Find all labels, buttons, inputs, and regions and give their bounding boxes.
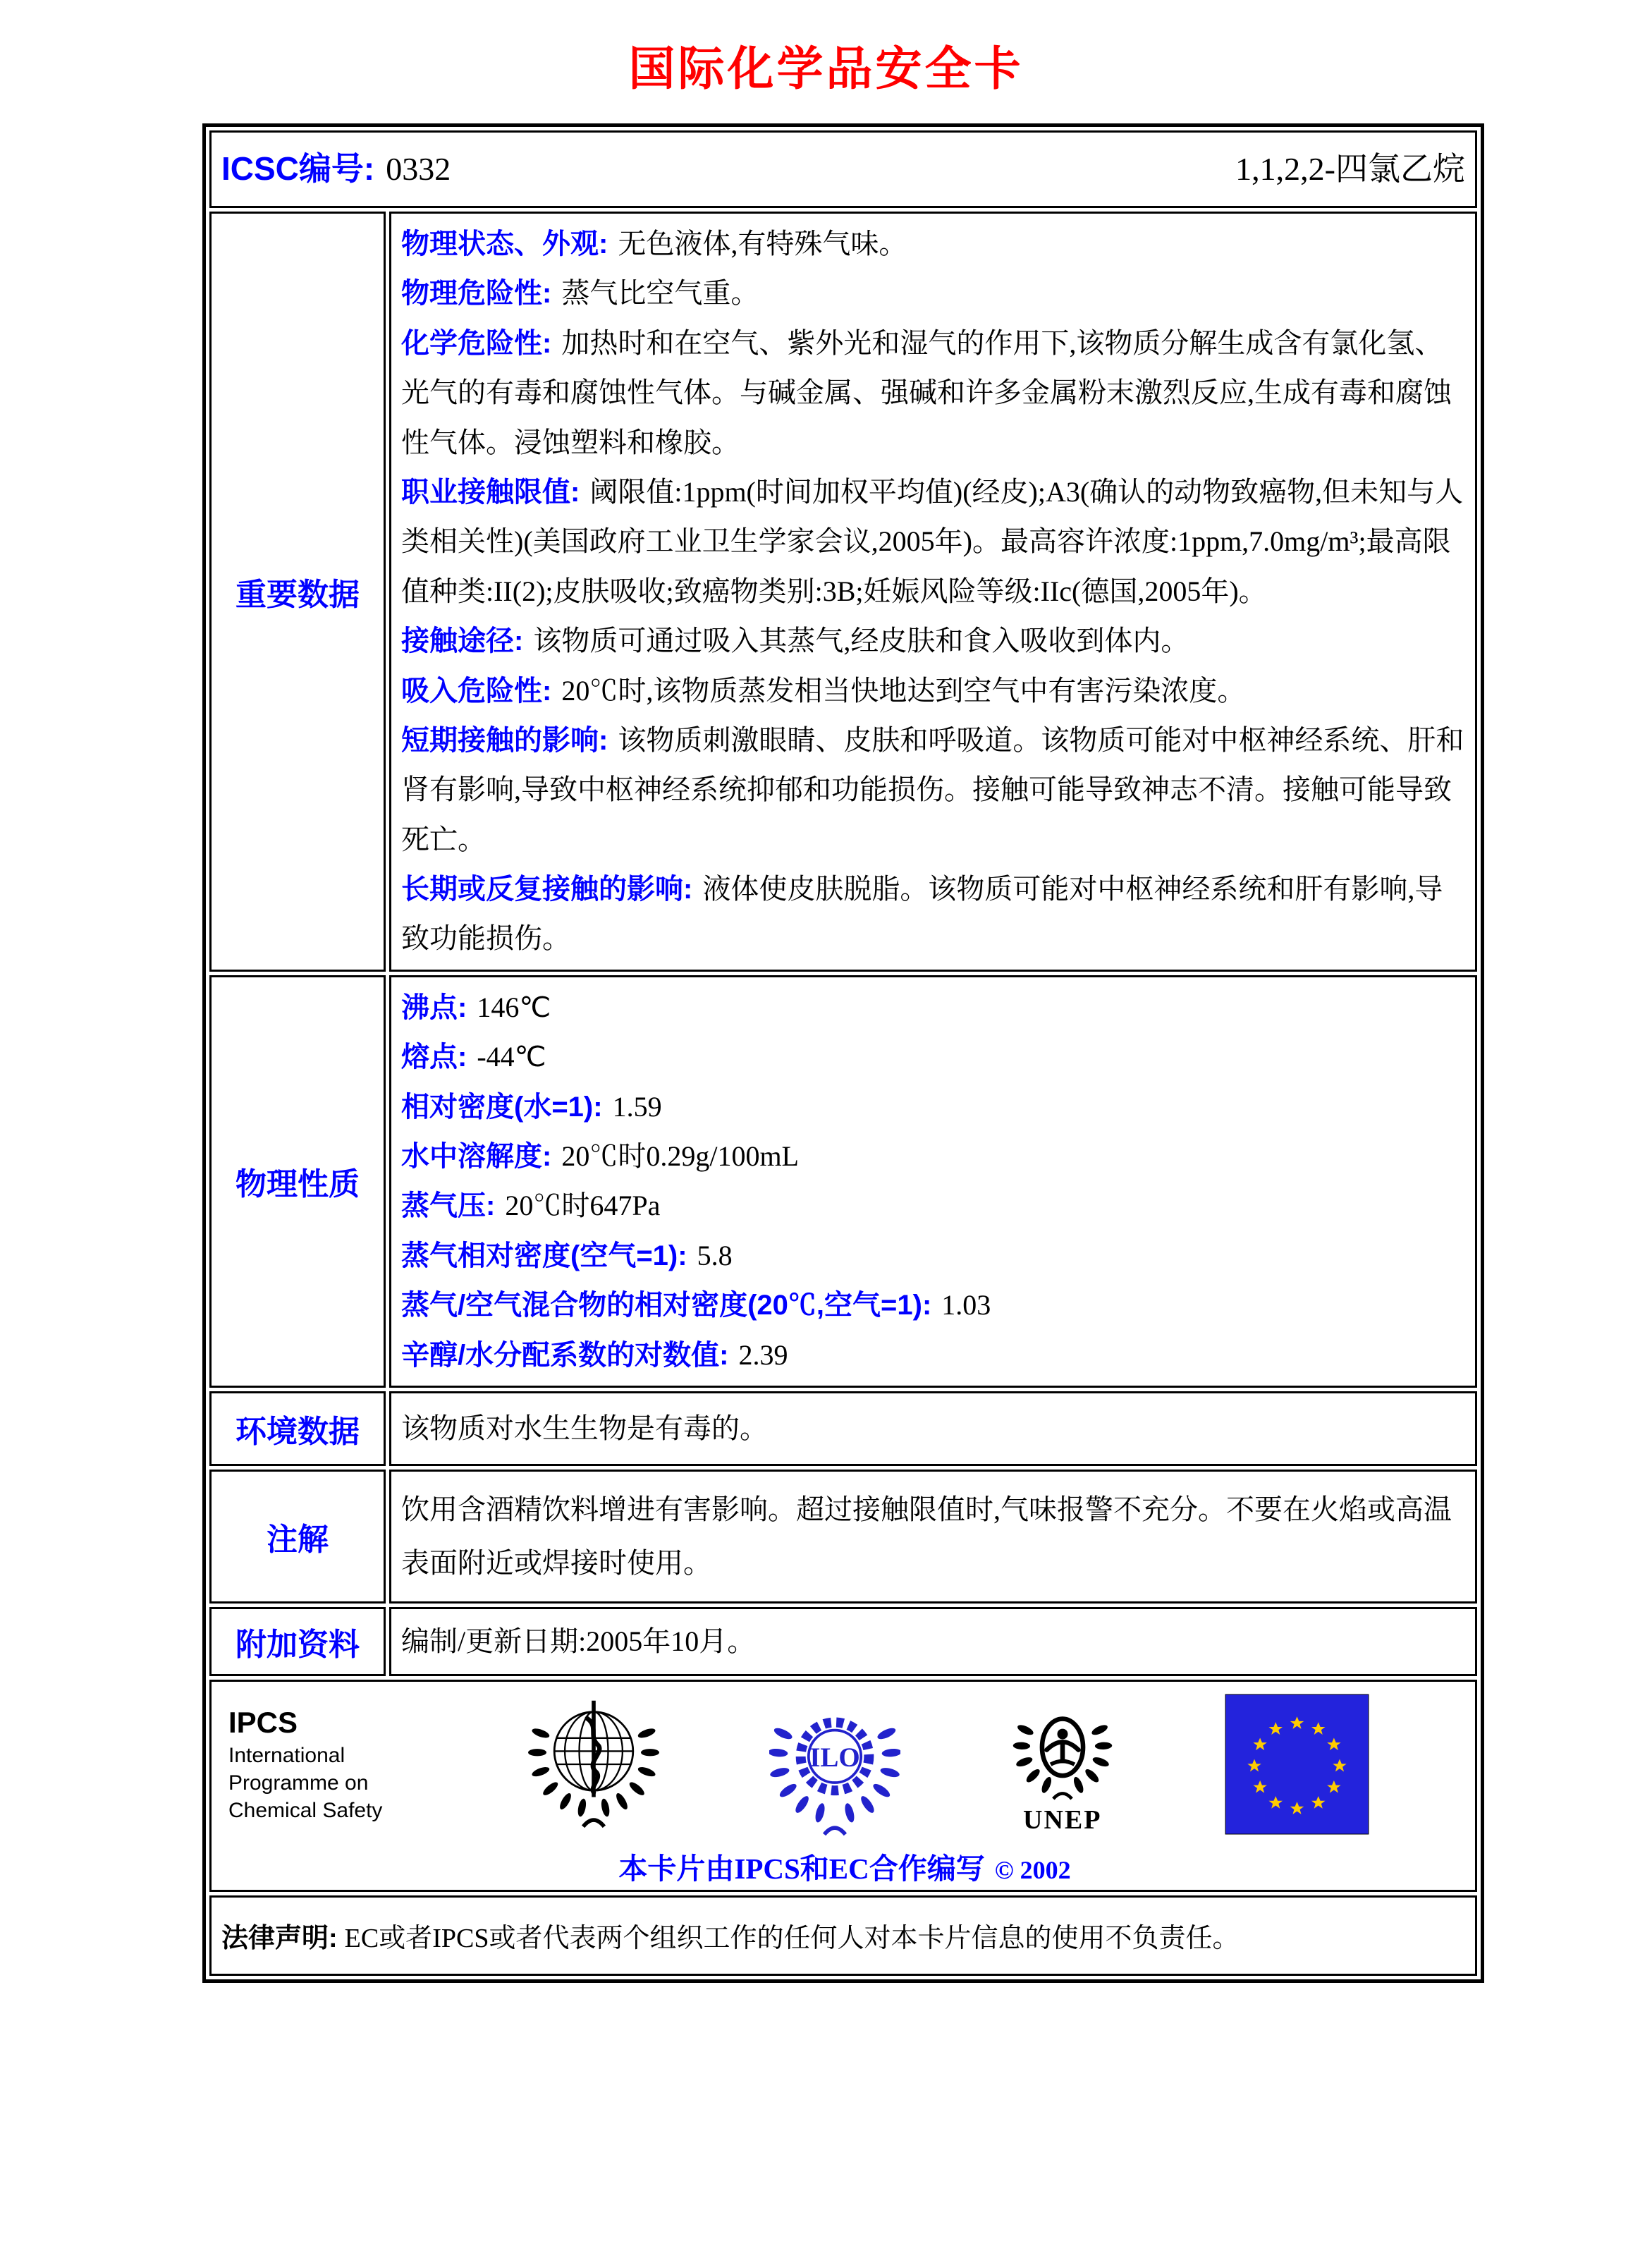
field-text: 20℃时,该物质蒸发相当快地达到空气中有害污染浓度。 bbox=[561, 674, 1246, 707]
field-label: 蒸气压: bbox=[401, 1190, 496, 1222]
environmental-data-row bbox=[209, 1391, 1477, 1466]
physical-properties-row bbox=[209, 975, 1477, 1388]
ipcs-name: IPCS bbox=[228, 1706, 298, 1740]
physical-item bbox=[401, 1231, 1465, 1281]
eu-flag-icon bbox=[1225, 1694, 1369, 1835]
legal-cell bbox=[209, 1895, 1477, 1976]
header-cell bbox=[209, 130, 1477, 208]
important-item bbox=[401, 219, 1465, 269]
field-text: 加热时和在空气、紫外光和湿气的作用下,该物质分解生成含有氯化氢、光气的有毒和腐蚀性气体。与碱金属、强碱和许多金属粉末激烈反应,生成有毒和腐蚀性气体。浸蚀塑料和橡胶。 bbox=[401, 326, 1452, 458]
important-item bbox=[401, 865, 1465, 964]
field-label: 吸入危险性: bbox=[401, 675, 552, 707]
field-label: 辛醇/水分配系数的对数值: bbox=[401, 1339, 729, 1371]
field-text: 该物质可通过吸入其蒸气,经皮肤和食入吸收到体内。 bbox=[533, 625, 1189, 657]
field-label: 物理危险性: bbox=[401, 278, 552, 310]
field-label: 熔点: bbox=[401, 1042, 467, 1073]
field-text: 该物质刺激眼睛、皮肤和呼吸道。该物质可能对中枢神经系统、肝和肾有影响,导致中枢神经系统抑郁和功能损伤。接触可能导致神志不清。接触可能导致死亡。 bbox=[401, 723, 1464, 855]
ipcs-text-block bbox=[228, 1704, 419, 1824]
chemical-name: 1,1,2,2-四氯乙烷 bbox=[1235, 151, 1465, 188]
ipcs-line: Chemical Safety bbox=[228, 1798, 383, 1822]
row-label-important-data: 重要数据 bbox=[209, 212, 386, 972]
field-label: 接触途径: bbox=[401, 625, 524, 657]
unep-logo-icon bbox=[1010, 1693, 1115, 1836]
icsc-number-value: 0332 bbox=[386, 151, 451, 188]
additional-info-row bbox=[209, 1607, 1477, 1676]
row-label-additional-info: 附加资料 bbox=[209, 1607, 386, 1676]
environmental-data-content: 该物质对水生生物是有毒的。 bbox=[389, 1391, 1477, 1466]
icsc-number-label: ICSC编号: bbox=[221, 150, 375, 188]
important-data-content bbox=[389, 212, 1477, 972]
cooperation-caption bbox=[228, 1845, 1461, 1887]
field-label: 长期或反复接触的影响: bbox=[401, 874, 693, 905]
field-text: 2.39 bbox=[738, 1338, 788, 1371]
ipcs-line: International bbox=[228, 1743, 345, 1767]
row-label-environmental-data: 环境数据 bbox=[209, 1391, 386, 1466]
field-label: 沸点: bbox=[401, 991, 467, 1023]
physical-item bbox=[401, 1181, 1465, 1230]
notes-content: 饮用含酒精饮料增进有害影响。超过接触限值时,气味报警不充分。不要在火焰或高温表面附近或焊接时使用。 bbox=[389, 1470, 1477, 1604]
additional-info-content: 编制/更新日期:2005年10月。 bbox=[389, 1607, 1477, 1676]
physical-item bbox=[401, 983, 1465, 1032]
field-text: 1.59 bbox=[612, 1090, 662, 1123]
row-label-physical-properties: 物理性质 bbox=[209, 975, 386, 1388]
physical-item bbox=[401, 1132, 1465, 1181]
physical-item bbox=[401, 1331, 1465, 1380]
icsc-number-group bbox=[221, 149, 451, 188]
logos-cell bbox=[209, 1680, 1477, 1892]
field-label: 职业接触限值: bbox=[401, 476, 580, 508]
page-title: 国际化学品安全卡 bbox=[628, 44, 1024, 95]
field-label: 短期接触的影响: bbox=[401, 724, 608, 756]
field-text: -44℃ bbox=[477, 1041, 546, 1073]
important-item bbox=[401, 666, 1465, 716]
field-text: 5.8 bbox=[697, 1239, 733, 1271]
field-label: 物理状态、外观: bbox=[401, 228, 608, 259]
field-text: 146℃ bbox=[477, 991, 551, 1023]
field-text: 1.03 bbox=[941, 1289, 991, 1321]
field-text: 20℃时0.29g/100mL bbox=[561, 1140, 799, 1173]
ipcs-line: Programme on bbox=[228, 1771, 369, 1795]
field-text: 液体使皮肤脱脂。该物质可能对中枢神经系统和肝有影响,导致功能损伤。 bbox=[401, 873, 1443, 955]
legal-label: 法律声明: bbox=[221, 1924, 338, 1954]
notes-row bbox=[209, 1470, 1477, 1604]
important-item bbox=[401, 616, 1465, 666]
logos-row bbox=[209, 1680, 1477, 1892]
important-data-row bbox=[209, 212, 1477, 972]
field-text: 20℃时647Pa bbox=[505, 1190, 661, 1222]
important-item bbox=[401, 716, 1465, 865]
physical-item bbox=[401, 1082, 1465, 1132]
copyright-text: © 2002 bbox=[994, 1855, 1071, 1884]
icsc-table bbox=[202, 123, 1484, 1983]
legal-row bbox=[209, 1895, 1477, 1976]
physical-properties-content bbox=[389, 975, 1477, 1388]
physical-item bbox=[401, 1281, 1465, 1330]
header-row bbox=[209, 130, 1477, 208]
field-text: 无色液体,有特殊气味。 bbox=[618, 228, 907, 259]
physical-item bbox=[401, 1032, 1465, 1082]
important-item bbox=[401, 468, 1465, 616]
field-text: 阈限值:1ppm(时间加权平均值)(经皮);A3(确认的动物致癌物,但未知与人类相关性)(美国政府工业卫生学家会议,2005年)。最高容许浓度:1ppm,7.0mg/m³;最高限值种类:II(2);皮肤吸收;致癌物类别:3B;妊娠风险等级:IIc(德国,2005年)。 bbox=[401, 475, 1464, 607]
caption-text: 本卡片由IPCS和EC合作编写 bbox=[618, 1852, 985, 1885]
unep-label: UNEP bbox=[1023, 1804, 1102, 1835]
field-label: 化学危险性: bbox=[401, 327, 552, 359]
ilo-logo-icon bbox=[769, 1689, 900, 1840]
legal-text: EC或者IPCS或者代表两个组织工作的任何人对本卡片信息的使用不负责任。 bbox=[344, 1924, 1240, 1954]
field-text: 蒸气比空气重。 bbox=[561, 277, 759, 310]
logo-strip bbox=[228, 1689, 1461, 1840]
field-label: 相对密度(水=1): bbox=[401, 1091, 603, 1123]
who-logo-icon bbox=[528, 1689, 659, 1840]
field-label: 水中溶解度: bbox=[401, 1141, 552, 1173]
field-label: 蒸气相对密度(空气=1): bbox=[401, 1240, 687, 1271]
ilo-monogram: ILO bbox=[809, 1742, 860, 1773]
important-item bbox=[401, 269, 1465, 318]
row-label-notes: 注解 bbox=[209, 1470, 386, 1604]
important-item bbox=[401, 319, 1465, 468]
field-label: 蒸气/空气混合物的相对密度(20℃,空气=1): bbox=[401, 1290, 932, 1321]
